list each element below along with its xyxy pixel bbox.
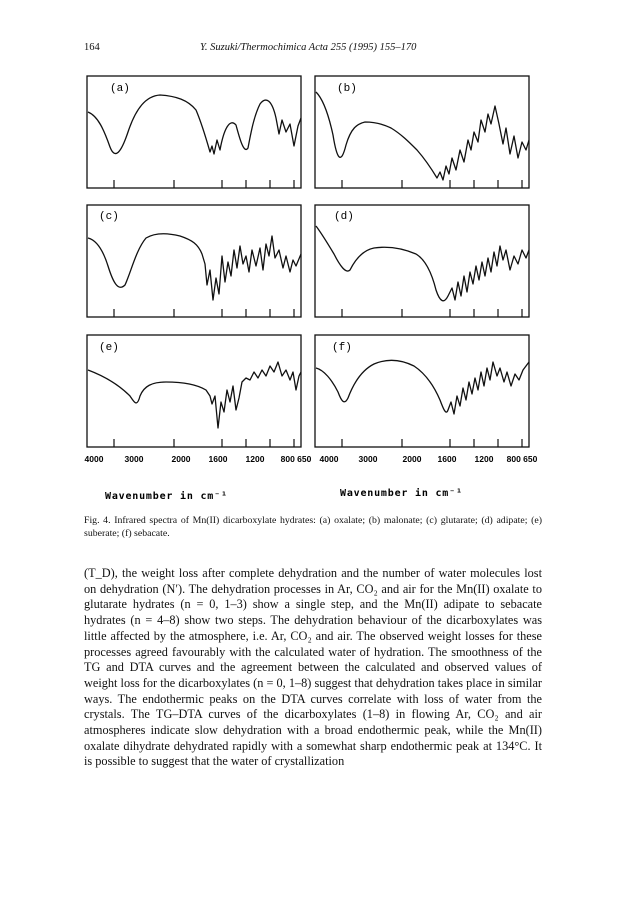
right-tick-label: 1200	[474, 454, 494, 464]
ticks-c	[114, 309, 294, 317]
panel-b-label: (b)	[337, 83, 357, 95]
left-tick-label: 800 650	[280, 454, 312, 464]
ticks-e	[114, 439, 294, 447]
spectrum-b	[316, 92, 529, 180]
page-number: 164	[84, 42, 100, 53]
left-tick-label: 1200	[245, 454, 265, 464]
panel-d-label: (d)	[334, 211, 354, 223]
spectrum-f	[316, 360, 529, 414]
x-axis-title-left: Wavenumber in cm⁻¹	[105, 491, 228, 502]
right-tick-label: 2000	[402, 454, 422, 464]
right-tick-label: 4000	[319, 454, 339, 464]
x-axis-title-right: Wavenumber in cm⁻¹	[340, 488, 463, 499]
ticks-d	[342, 309, 522, 317]
right-tick-label: 1600	[437, 454, 457, 464]
left-tick-label: 3000	[124, 454, 144, 464]
ticks-f	[342, 439, 522, 447]
left-tick-label: 4000	[84, 454, 104, 464]
left-tick-label: 1600	[208, 454, 228, 464]
body-paragraph: (T_D), the weight loss after complete dehydration and the number of water molecules lost on dehydration (N′). The dehydration processes in Ar, CO₂ and air for the Mn(II) oxalate to glutarate hydrates (n = 0, 1–3) show a single step, and the Mn(II) adipate to sebacate hydrates (n = 4–8) show two steps. The dehydration behaviour of the dicarboxylates was little affected by the atmosphere, i.e. Ar, CO₂ and air. The observed weight losses for these processes agreed favourably with the calculated water of hydration. The smoothness of the TG and DTA curves and the agreement between the calculated and observed values of weight loss for the dicarboxylates (n = 0, 1–8) suggest that dehydration takes place in similar ways. The endothermic peaks on the DTA curves correlate with loss of water from the crystals. The TG–DTA curves of the dicarboxylates (1–8) in flowing Ar, CO₂ and air atmospheres indicate slow dehydration with a broad endothermic peak, while the Mn(II) oxalate dihydrate dehydrated rapidly with a somewhat sharp endothermic peak at 134°C. It is possible to suggest that the water of crystallization	[84, 566, 542, 769]
left-tick-label: 2000	[171, 454, 191, 464]
spectrum-e	[88, 362, 301, 428]
panel-e-label: (e)	[99, 342, 119, 354]
panel-c-label: (c)	[99, 211, 119, 223]
ticks-b	[342, 180, 522, 188]
panel-e-frame	[87, 335, 301, 447]
panel-f-label: (f)	[332, 342, 352, 354]
figure-caption: Fig. 4. Infrared spectra of Mn(II) dicarboxylate hydrates: (a) oxalate; (b) malonate; (c) glutarate; (d) adipate; (e) suberate; (f) sebacate.	[84, 515, 542, 539]
spectrum-a	[88, 95, 301, 154]
spectrum-d	[316, 226, 529, 301]
right-tick-label: 3000	[358, 454, 378, 464]
panel-c-frame	[87, 205, 301, 317]
right-tick-label: 800 650	[506, 454, 538, 464]
panel-a-label: (a)	[110, 83, 130, 95]
ticks-a	[114, 180, 294, 188]
running-head: Y. Suzuki/Thermochimica Acta 255 (1995) 155–170	[200, 42, 417, 53]
spectrum-c	[88, 234, 301, 300]
